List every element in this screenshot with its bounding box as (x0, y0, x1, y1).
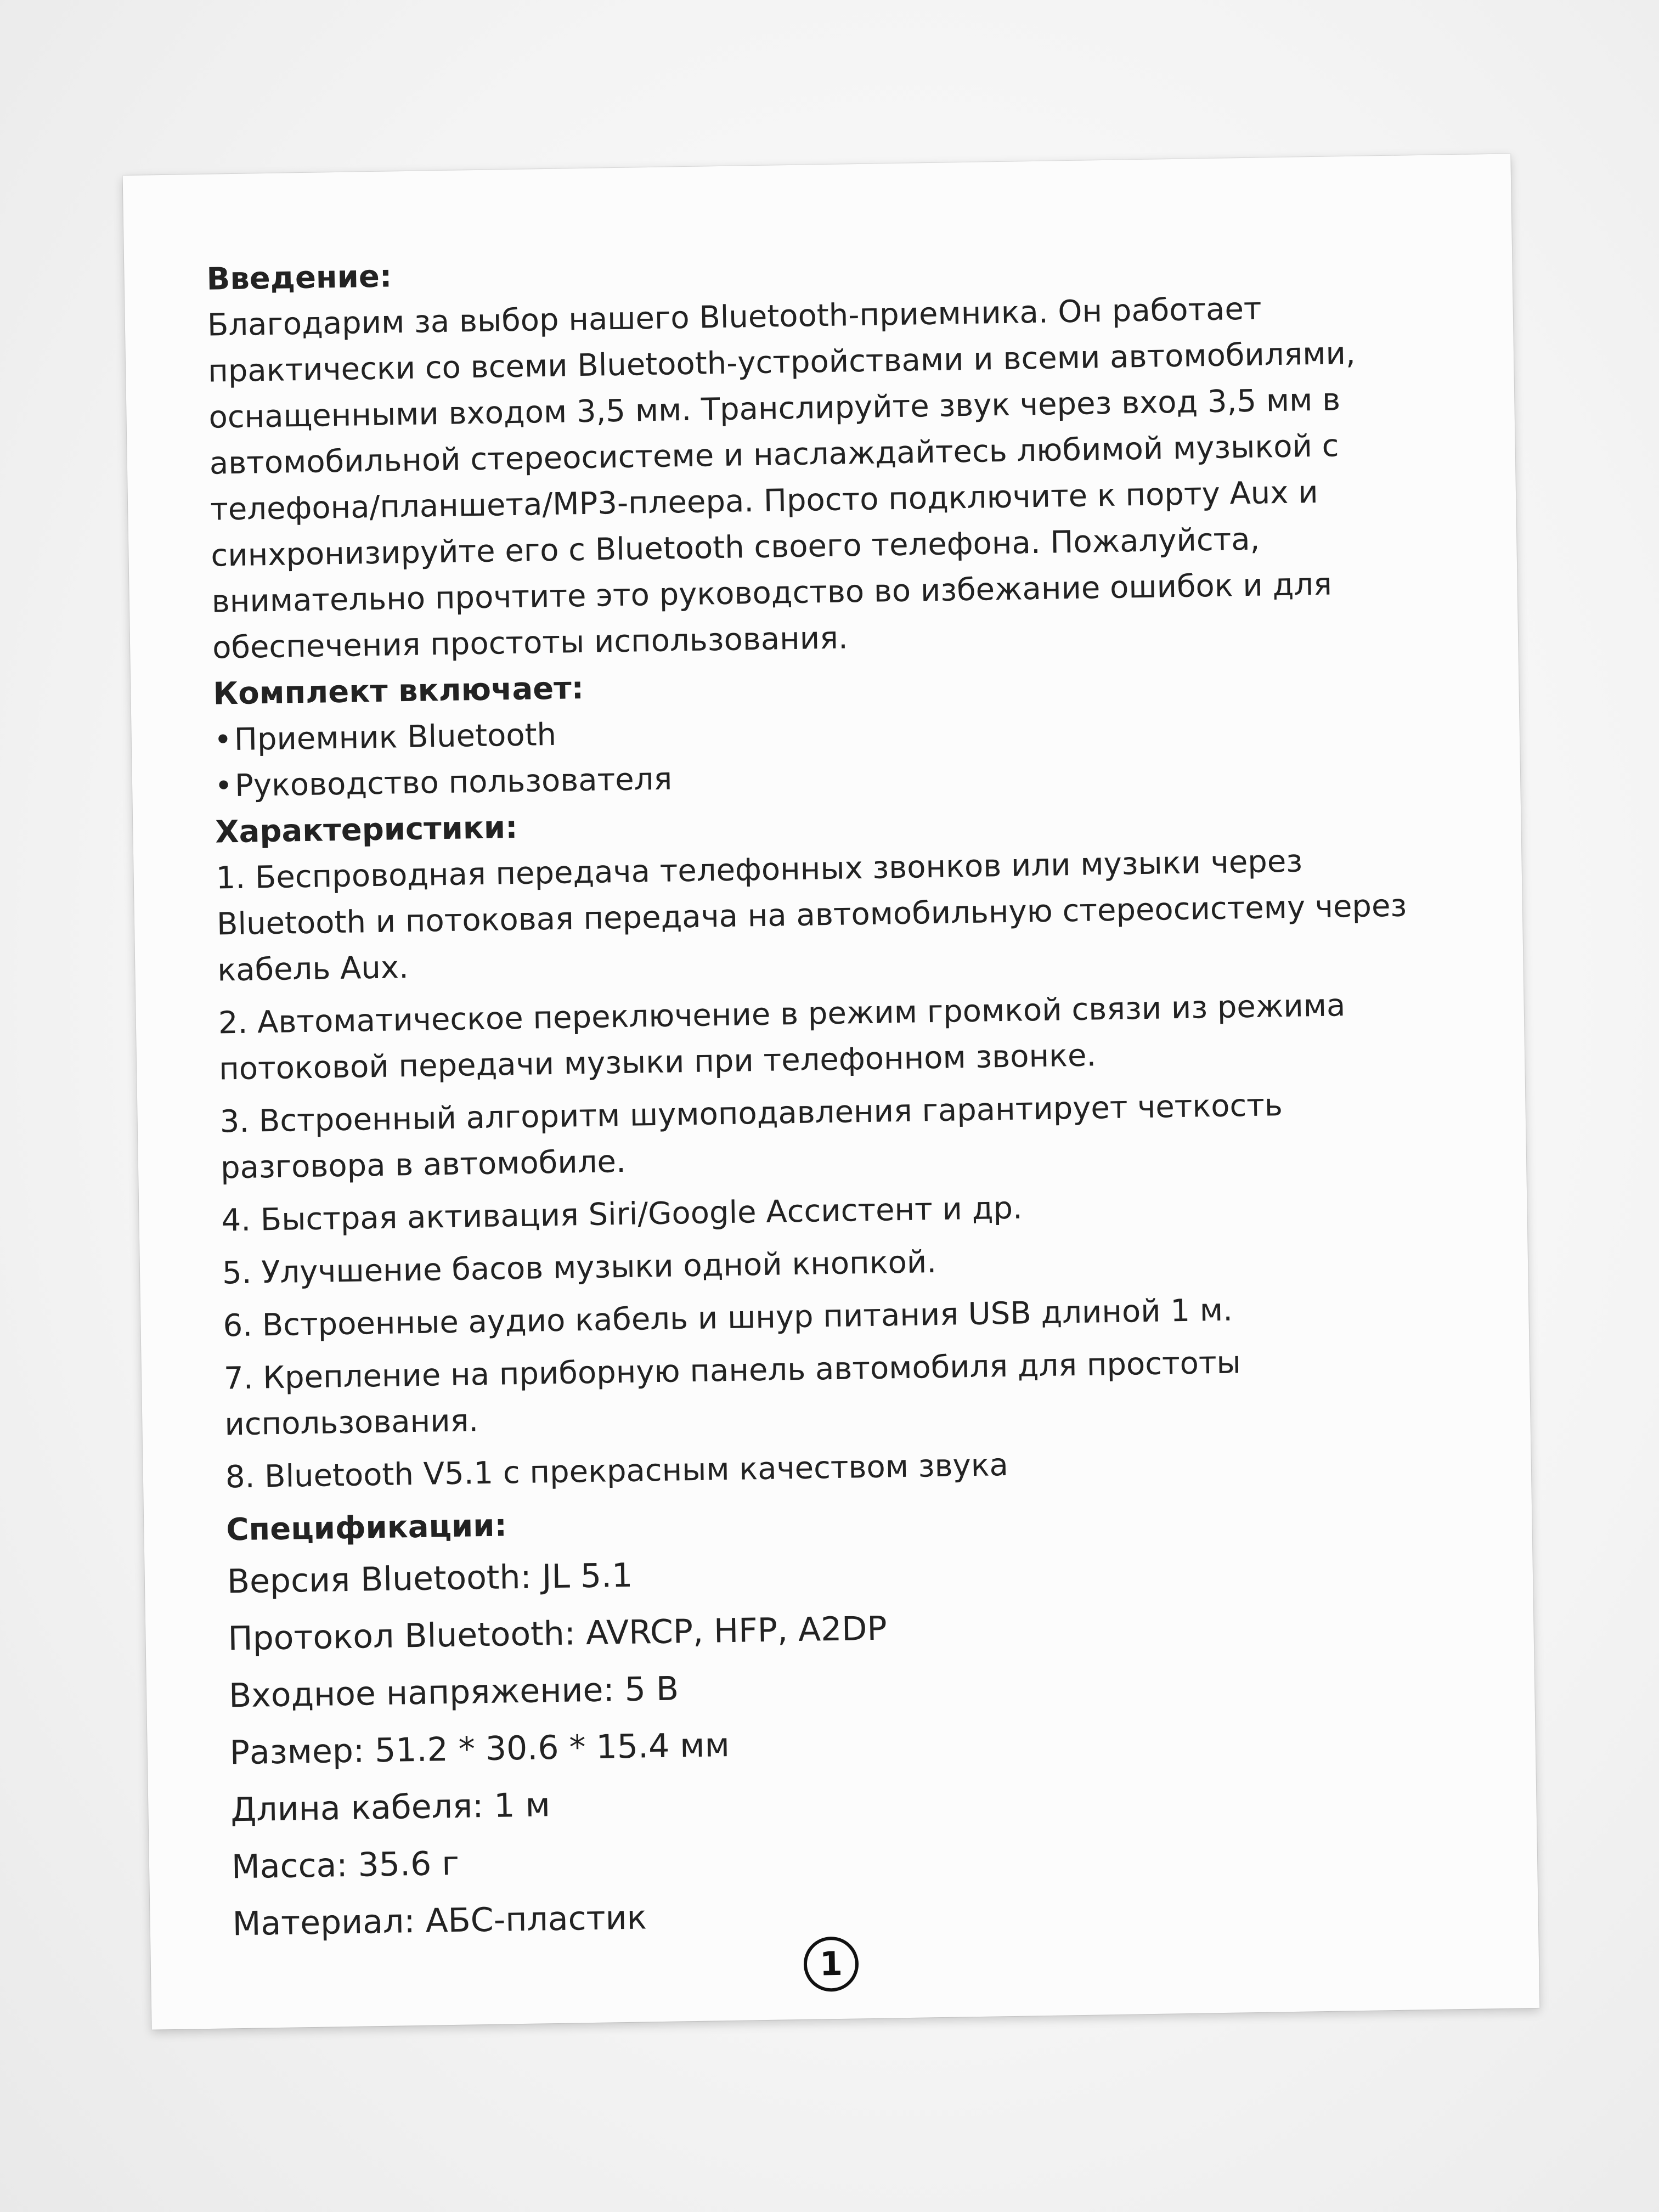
spec-item: Материал: АБС-пластик (232, 1898, 647, 1944)
spec-item: Размер: 51.2 * 30.6 * 15.4 мм (229, 1726, 730, 1773)
feature-item: 4. Быстрая активация Siri/Google Ассистент и др. (221, 1190, 1023, 1239)
kit-item: • Руководство пользователя (214, 744, 1449, 809)
features-heading: Характеристики: (215, 809, 518, 850)
spec-item: Масса: 35.6 г (231, 1844, 460, 1887)
spec-item: Версия Bluetooth: JL 5.1 (227, 1556, 633, 1601)
spec-item: Входное напряжение: 5 В (228, 1669, 679, 1716)
specs-list (227, 1534, 1467, 1953)
kit-heading: Комплект включает: (212, 670, 584, 712)
feature-item: 1. Беспроводная передача телефонных звонков или музыки через Bluetooth и потоковая передача на автомобильную стереосистему через кабель Aux. (216, 843, 1407, 989)
specs-heading: Спецификации: (225, 1508, 507, 1548)
page-number-badge: 1 (803, 1936, 859, 1992)
features-list (216, 836, 1460, 1500)
spec-item: Протокол Bluetooth: AVRCP, HFP, A2DP (227, 1609, 888, 1658)
spec-item: Длина кабеля: 1 м (230, 1786, 551, 1830)
intro-heading: Введение: (206, 258, 392, 297)
feature-item: 2. Автоматическое переключение в режим громкой связи из режима потоковой передачи музыки при телефонном звонке. (218, 988, 1346, 1087)
feature-item: 6. Встроенные аудио кабель и шнур питания USB длиной 1 м. (223, 1292, 1233, 1344)
feature-item: 5. Улучшение басов музыки одной кнопкой. (222, 1244, 937, 1291)
feature-item: 7. Крепление на приборную панель автомобиля для простоты использования. (223, 1345, 1242, 1443)
manual-page (123, 154, 1540, 2029)
manual-content (206, 237, 1467, 1953)
feature-item: 8. Bluetooth V5.1 с прекрасным качеством звука (225, 1447, 1009, 1496)
intro-text: Благодарим за выбор нашего Bluetooth-приемника. Он работает практически со всеми Bluetooth-устройствами и всеми автомобилями, оснащенными входом 3,5 мм. Транслируйте звук через вход 3,5 мм в автомобильной стереосистеме и наслаждайтесь любимой музыкой с телефона/планшета/MP3-плеера. Просто подключите к порту Aux и синхронизируйте его с Bluetooth своего телефона. Пожалуйста, внимательно прочтите это руководство во избежание ошибок и для обеспечения простоты использования. (207, 291, 1356, 666)
feature-item: 3. Встроенный алгоритм шумоподавления гарантирует четкость разговора в автомобиле. (219, 1087, 1283, 1186)
kit-item: • Приемник Bluetooth (213, 698, 1448, 763)
